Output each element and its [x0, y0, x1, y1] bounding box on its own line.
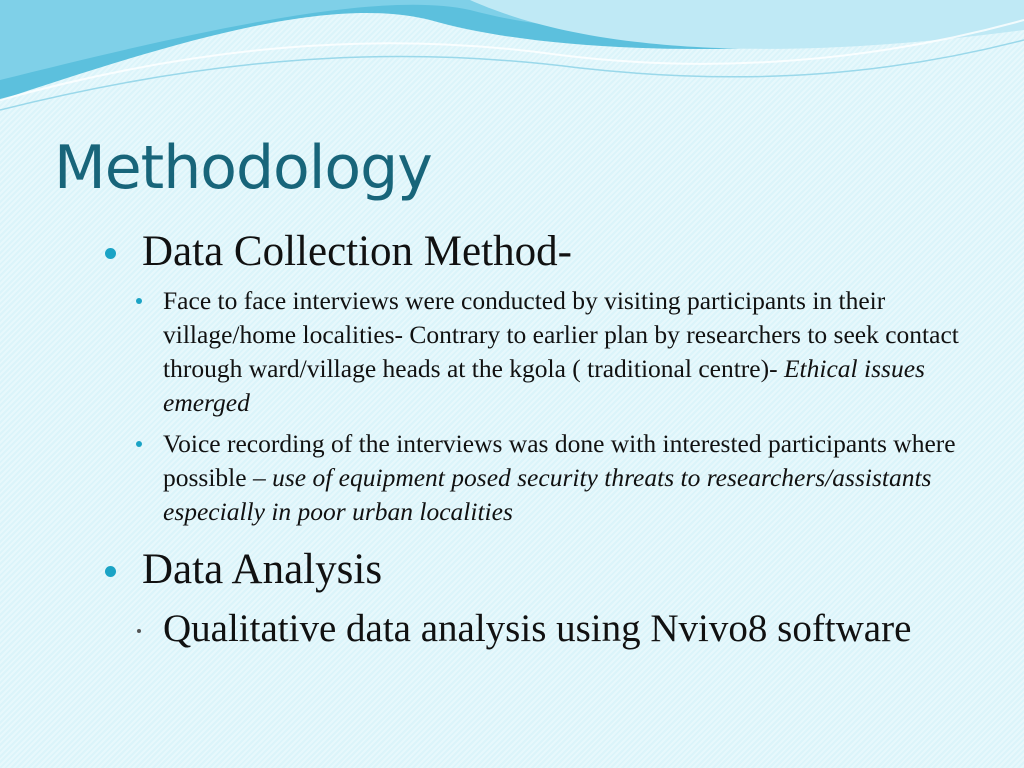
bullet-icon [105, 248, 116, 259]
bullet-icon [105, 566, 116, 577]
section-heading-data-collection: Data Collection Method- [142, 228, 572, 275]
bullet-icon [136, 298, 142, 304]
list-item-voice-recording: Voice recording of the interviews was done with interested participants where possible – use of equipment posed security threats to researchers/assistants especially in poor urban localities [163, 429, 956, 526]
slide-title: Methodology [54, 133, 432, 203]
bullet-icon [137, 629, 141, 633]
bullet-icon [136, 441, 142, 447]
list-item-interviews: Face to face interviews were conducted by visiting participants in their village/home localities- Contrary to earlier plan by researchers to seek contact through ward/village heads at the kgola ( traditional centre)- Ethical issues emerged [163, 286, 959, 417]
list-item-nvivo: Qualitative data analysis using Nvivo8 software [163, 607, 912, 650]
section-heading-data-analysis: Data Analysis [142, 546, 383, 593]
header-wave-decoration [0, 0, 1024, 125]
